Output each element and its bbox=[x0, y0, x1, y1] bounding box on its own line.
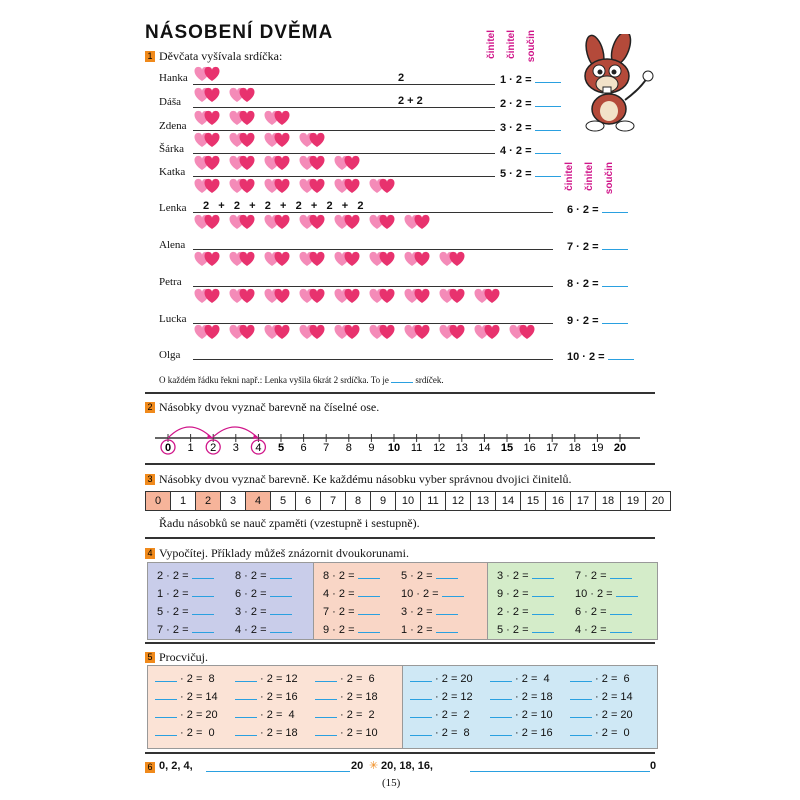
sequence-mid2: 20, 18, 16, bbox=[381, 760, 433, 772]
heart-pair-icon bbox=[333, 251, 361, 267]
equation-5: 5 · 2 = bbox=[500, 166, 561, 180]
heart-pair-icon bbox=[228, 87, 256, 103]
number-line-label: 18 bbox=[568, 442, 581, 454]
section-divider-5 bbox=[145, 752, 655, 754]
practice-item: · 2 = 18 bbox=[315, 690, 378, 703]
heart-pair-icon bbox=[228, 251, 256, 267]
number-line[interactable] bbox=[150, 418, 650, 460]
heart-pair-icon bbox=[298, 251, 326, 267]
heart-pair-icon bbox=[193, 87, 221, 103]
calc-item: 3 · 2 = bbox=[401, 605, 458, 618]
practice-answer-blank[interactable] bbox=[155, 672, 177, 682]
heart-pair-icon bbox=[193, 66, 221, 82]
label-productb: součin bbox=[604, 162, 615, 195]
heart-pair-icon bbox=[298, 178, 326, 194]
heart-pair-icon bbox=[263, 155, 291, 171]
practice-answer-blank[interactable] bbox=[410, 708, 432, 718]
heart-pair-icon bbox=[333, 155, 361, 171]
heart-pair-icon bbox=[438, 251, 466, 267]
exercise-1-instruction: Děvčata vyšívala srdíčka: bbox=[159, 49, 283, 63]
practice-item: · 2 = 0 bbox=[155, 726, 215, 739]
row-name-9: Lucka bbox=[159, 313, 187, 325]
footnote-answer-blank[interactable] bbox=[391, 372, 413, 383]
practice-answer-blank[interactable] bbox=[315, 690, 337, 700]
calc-item: 5 · 2 = bbox=[497, 623, 554, 636]
calc-item: 2 · 2 = bbox=[157, 569, 214, 582]
calc-item: 9 · 2 = bbox=[323, 623, 380, 636]
grid-cell[interactable]: 0 bbox=[146, 492, 171, 511]
heart-pair-icon bbox=[263, 324, 291, 340]
equation-blank-10[interactable] bbox=[608, 349, 634, 360]
practice-answer-blank[interactable] bbox=[570, 672, 592, 682]
heart-pair-icon bbox=[263, 251, 291, 267]
equation-blank-5[interactable] bbox=[535, 166, 561, 177]
equation-10: 10 · 2 = bbox=[567, 349, 634, 363]
grid-cell[interactable]: 15 bbox=[521, 492, 546, 511]
calc-answer-blank[interactable] bbox=[610, 605, 632, 615]
answer-line-1[interactable] bbox=[193, 84, 495, 85]
heart-pair-icon bbox=[298, 155, 326, 171]
heart-pair-icon bbox=[508, 324, 536, 340]
label-factor-1b: činitel bbox=[564, 162, 575, 191]
page-title: NÁSOBENÍ DVĚMA bbox=[145, 22, 334, 43]
equation-9: 9 · 2 = bbox=[567, 313, 628, 327]
row-name-3: Zdena bbox=[159, 120, 187, 132]
label-product: součin bbox=[526, 30, 537, 63]
calc-item: 4 · 2 = bbox=[323, 587, 380, 600]
grid-cell[interactable]: 19 bbox=[621, 492, 646, 511]
heart-pair-icon bbox=[228, 324, 256, 340]
calc-answer-blank[interactable] bbox=[436, 623, 458, 633]
practice-item: · 2 = 16 bbox=[235, 690, 298, 703]
hearts-row-9 bbox=[193, 288, 501, 309]
page-number: (15) bbox=[382, 777, 401, 789]
practice-answer-blank[interactable] bbox=[155, 708, 177, 718]
calc-item: 9 · 2 = bbox=[497, 587, 554, 600]
grid-cell[interactable]: 11 bbox=[421, 492, 446, 511]
calc-answer-blank[interactable] bbox=[270, 605, 292, 615]
practice-answer-blank[interactable] bbox=[410, 672, 432, 682]
calc-answer-blank[interactable] bbox=[442, 587, 464, 597]
label-factor-2b: činitel bbox=[584, 162, 595, 191]
heart-pair-icon bbox=[193, 324, 221, 340]
practice-answer-blank[interactable] bbox=[570, 708, 592, 718]
sequence-start: 0, 2, 4, bbox=[159, 760, 193, 772]
sequence-mid: 20 bbox=[351, 760, 364, 772]
row-name-4: Šárka bbox=[159, 143, 185, 155]
practice-item: · 2 = 12 bbox=[235, 672, 298, 685]
section-divider-3 bbox=[145, 537, 655, 539]
heart-pair-icon bbox=[438, 324, 466, 340]
heart-pair-icon bbox=[298, 324, 326, 340]
calc-answer-blank[interactable] bbox=[532, 605, 554, 615]
row-name-10: Olga bbox=[159, 349, 181, 361]
practice-answer-blank[interactable] bbox=[155, 690, 177, 700]
calc-answer-blank[interactable] bbox=[532, 623, 554, 633]
calc-item: 7 · 2 = bbox=[575, 569, 632, 582]
calc-item: 1 · 2 = bbox=[157, 587, 214, 600]
grid-cell[interactable]: 9 bbox=[371, 492, 396, 511]
practice-answer-blank[interactable] bbox=[490, 690, 512, 700]
practice-answer-blank[interactable] bbox=[235, 726, 257, 736]
number-line-label: 20 bbox=[613, 442, 627, 454]
heart-pair-icon bbox=[403, 288, 431, 304]
practice-answer-blank[interactable] bbox=[315, 708, 337, 718]
hearts-row-7 bbox=[193, 214, 431, 235]
answer-line-8[interactable] bbox=[193, 286, 553, 287]
practice-item: · 2 = 14 bbox=[155, 690, 218, 703]
equation-8: 8 · 2 = bbox=[567, 276, 628, 290]
addition-expression-6: 2 + 2 + 2 + 2 + 2 + 2 bbox=[203, 200, 364, 212]
heart-pair-icon bbox=[193, 251, 221, 267]
calc-item: 7 · 2 = bbox=[323, 605, 380, 618]
equation-6: 6 · 2 = bbox=[567, 202, 628, 216]
heart-pair-icon bbox=[368, 214, 396, 230]
hearts-row-2 bbox=[193, 87, 256, 108]
grid-cell[interactable]: 7 bbox=[321, 492, 346, 511]
exercise-5-instruction: Procvičuj. bbox=[159, 650, 208, 664]
practice-answer-blank[interactable] bbox=[315, 726, 337, 736]
grid-cell[interactable]: 12 bbox=[446, 492, 471, 511]
number-line-label: 14 bbox=[478, 442, 491, 454]
heart-pair-icon bbox=[263, 132, 291, 148]
exercise-3-instruction: Násobky dvou vyznač barevně. Ke každému násobku vyber správnou dvojici činitelů. bbox=[159, 472, 572, 486]
number-line-label: 19 bbox=[591, 442, 604, 454]
practice-item: · 2 = 8 bbox=[410, 726, 470, 739]
equation-blank-4[interactable] bbox=[535, 143, 561, 154]
exercise-1-number: 1 bbox=[145, 51, 155, 62]
row-name-1: Hanka bbox=[159, 72, 188, 84]
calc-answer-blank[interactable] bbox=[610, 569, 632, 579]
calc-answer-blank[interactable] bbox=[270, 623, 292, 633]
label-factor-1: činitel bbox=[486, 30, 497, 59]
answer-line-4[interactable] bbox=[193, 153, 495, 154]
heart-pair-icon bbox=[193, 214, 221, 230]
exercise-1-footnote: O každém řádku řekni např.: Lenka vyšila 6krát 2 srdíčka. To je srdíček. bbox=[159, 372, 444, 385]
equation-1: 1 · 2 = bbox=[500, 72, 561, 86]
number-line-label: 13 bbox=[455, 442, 468, 454]
calc-answer-blank[interactable] bbox=[192, 605, 214, 615]
calc-item: 6 · 2 = bbox=[235, 587, 292, 600]
heart-pair-icon bbox=[333, 178, 361, 194]
calc-item: 6 · 2 = bbox=[575, 605, 632, 618]
calc-item: 1 · 2 = bbox=[401, 623, 458, 636]
practice-item: · 2 = 16 bbox=[490, 726, 553, 739]
rabbit-illustration bbox=[565, 34, 660, 134]
calc-item: 10 · 2 = bbox=[401, 587, 464, 600]
exercise-3-number: 3 bbox=[145, 474, 155, 485]
answer-line-6[interactable] bbox=[193, 212, 553, 213]
calc-answer-blank[interactable] bbox=[192, 587, 214, 597]
grid-cell[interactable]: 18 bbox=[596, 492, 621, 511]
heart-pair-icon bbox=[473, 324, 501, 340]
equation-7: 7 · 2 = bbox=[567, 239, 628, 253]
practice-item: · 2 = 0 bbox=[570, 726, 630, 739]
equation-4: 4 · 2 = bbox=[500, 143, 561, 157]
calc-item: 4 · 2 = bbox=[575, 623, 632, 636]
grid-cell[interactable]: 6 bbox=[296, 492, 321, 511]
practice-answer-blank[interactable] bbox=[490, 726, 512, 736]
sequence-end: 0 bbox=[650, 760, 657, 772]
grid-cell[interactable]: 17 bbox=[571, 492, 596, 511]
practice-item: · 2 = 4 bbox=[235, 708, 295, 721]
row-name-6: Lenka bbox=[159, 202, 187, 214]
heart-pair-icon bbox=[473, 288, 501, 304]
practice-item: · 2 = 2 bbox=[315, 708, 375, 721]
sequence-blank-2[interactable] bbox=[470, 771, 650, 772]
section-divider-2 bbox=[145, 463, 655, 465]
practice-answer-blank[interactable] bbox=[570, 726, 592, 736]
calc-answer-blank[interactable] bbox=[358, 605, 380, 615]
calc-item: 8 · 2 = bbox=[323, 569, 380, 582]
practice-item: · 2 = 18 bbox=[490, 690, 553, 703]
calc-answer-blank[interactable] bbox=[358, 587, 380, 597]
answer-line-5[interactable] bbox=[193, 176, 495, 177]
heart-pair-icon bbox=[403, 251, 431, 267]
practice-item: · 2 = 14 bbox=[570, 690, 633, 703]
practice-answer-blank[interactable] bbox=[235, 672, 257, 682]
section-divider bbox=[145, 392, 655, 394]
practice-item: · 2 = 6 bbox=[315, 672, 375, 685]
practice-item: · 2 = 8 bbox=[155, 672, 215, 685]
heart-pair-icon bbox=[368, 288, 396, 304]
addition-expression-1: 2 bbox=[398, 72, 405, 84]
hearts-row-6 bbox=[193, 178, 396, 199]
number-line-label: 4 bbox=[255, 442, 262, 454]
heart-pair-icon bbox=[228, 214, 256, 230]
number-line-label: 10 bbox=[387, 442, 401, 454]
calc-answer-blank[interactable] bbox=[270, 587, 292, 597]
heart-pair-icon bbox=[228, 110, 256, 126]
practice-answer-blank[interactable] bbox=[235, 708, 257, 718]
grid-cell[interactable]: 4 bbox=[246, 492, 271, 511]
exercise-2-instruction: Násobky dvou vyznač barevně na číselné ose. bbox=[159, 400, 380, 414]
row-name-5: Katka bbox=[159, 166, 186, 178]
grid-cell[interactable]: 3 bbox=[221, 492, 246, 511]
calc-answer-blank[interactable] bbox=[436, 569, 458, 579]
calc-answer-blank[interactable] bbox=[532, 569, 554, 579]
practice-item: · 2 = 20 bbox=[155, 708, 218, 721]
calc-answer-blank[interactable] bbox=[192, 569, 214, 579]
practice-item: · 2 = 2 bbox=[410, 708, 470, 721]
number-line-label: 8 bbox=[345, 442, 352, 454]
calc-answer-blank[interactable] bbox=[610, 623, 632, 633]
calc-item: 10 · 2 = bbox=[575, 587, 638, 600]
equation-3: 3 · 2 = bbox=[500, 120, 561, 134]
heart-pair-icon bbox=[263, 178, 291, 194]
number-line-label: 17 bbox=[546, 442, 559, 454]
heart-pair-icon bbox=[403, 214, 431, 230]
equation-blank-3[interactable] bbox=[535, 120, 561, 131]
heart-pair-icon bbox=[228, 132, 256, 148]
calc-item: 3 · 2 = bbox=[235, 605, 292, 618]
label-factor-2: činitel bbox=[506, 30, 517, 59]
calc-item: 2 · 2 = bbox=[497, 605, 554, 618]
heart-pair-icon bbox=[193, 178, 221, 194]
section-divider-4 bbox=[145, 642, 655, 644]
practice-item: · 2 = 20 bbox=[570, 708, 633, 721]
practice-item: · 2 = 12 bbox=[410, 690, 473, 703]
answer-line-7[interactable] bbox=[193, 249, 553, 250]
row-name-2: Dáša bbox=[159, 96, 181, 108]
practice-item: · 2 = 4 bbox=[490, 672, 550, 685]
number-line-label: 6 bbox=[300, 442, 307, 454]
number-line-label: 5 bbox=[277, 442, 285, 454]
grid-cell[interactable]: 20 bbox=[646, 492, 671, 511]
practice-answer-blank[interactable] bbox=[315, 672, 337, 682]
heart-pair-icon bbox=[228, 155, 256, 171]
heart-pair-icon bbox=[403, 324, 431, 340]
answer-line-3[interactable] bbox=[193, 130, 495, 131]
calc-answer-blank[interactable] bbox=[270, 569, 292, 579]
heart-pair-icon bbox=[193, 155, 221, 171]
exercise-5-number: 5 bbox=[145, 652, 155, 663]
equation-blank-9[interactable] bbox=[602, 313, 628, 324]
heart-pair-icon bbox=[263, 288, 291, 304]
number-line-label: 11 bbox=[410, 442, 423, 454]
equation-blank-8[interactable] bbox=[602, 276, 628, 287]
grid-cell[interactable]: 10 bbox=[396, 492, 421, 511]
exercise-2-number: 2 bbox=[145, 402, 155, 413]
hearts-row-10 bbox=[193, 324, 536, 345]
exercise-4-number: 4 bbox=[145, 548, 155, 559]
calc-item: 5 · 2 = bbox=[401, 569, 458, 582]
calc-answer-blank[interactable] bbox=[192, 623, 214, 633]
calc-item: 4 · 2 = bbox=[235, 623, 292, 636]
number-line-label: 15 bbox=[500, 442, 514, 454]
number-line-label: 1 bbox=[187, 442, 194, 454]
exercise-4-instruction: Vypočítej. Příklady můžeš znázornit dvoukorunami. bbox=[159, 546, 409, 560]
heart-pair-icon bbox=[438, 288, 466, 304]
number-line-label: 9 bbox=[368, 442, 375, 454]
number-grid bbox=[145, 491, 671, 511]
calc-answer-blank[interactable] bbox=[436, 605, 458, 615]
hearts-row-8 bbox=[193, 251, 466, 272]
heart-pair-icon bbox=[368, 178, 396, 194]
number-line-label: 3 bbox=[232, 442, 239, 454]
number-line-label: 7 bbox=[323, 442, 330, 454]
grid-cell[interactable]: 5 bbox=[271, 492, 296, 511]
heart-pair-icon bbox=[368, 324, 396, 340]
calc-item: 3 · 2 = bbox=[497, 569, 554, 582]
grid-cell[interactable]: 16 bbox=[546, 492, 571, 511]
calc-answer-blank[interactable] bbox=[358, 569, 380, 579]
heart-pair-icon bbox=[228, 288, 256, 304]
calc-answer-blank[interactable] bbox=[616, 587, 638, 597]
practice-answer-blank[interactable] bbox=[490, 672, 512, 682]
equation-blank-7[interactable] bbox=[602, 239, 628, 250]
practice-answer-blank[interactable] bbox=[570, 690, 592, 700]
number-line-label: 12 bbox=[433, 442, 446, 454]
calc-item: 5 · 2 = bbox=[157, 605, 214, 618]
heart-pair-icon bbox=[263, 214, 291, 230]
addition-expression-2: 2 + 2 bbox=[398, 95, 423, 107]
grid-cell[interactable]: 14 bbox=[496, 492, 521, 511]
heart-pair-icon bbox=[263, 110, 291, 126]
grid-cell[interactable]: 8 bbox=[346, 492, 371, 511]
heart-pair-icon bbox=[228, 178, 256, 194]
practice-item: · 2 = 6 bbox=[570, 672, 630, 685]
practice-item: · 2 = 20 bbox=[410, 672, 473, 685]
exercise-3-note: Řadu násobků se nauč zpaměti (vzestupně i sestupně). bbox=[159, 516, 420, 530]
equation-2: 2 · 2 = bbox=[500, 96, 561, 110]
practice-answer-blank[interactable] bbox=[235, 690, 257, 700]
answer-line-2[interactable] bbox=[193, 107, 495, 108]
equation-blank-6[interactable] bbox=[602, 202, 628, 213]
sequence-blank-1[interactable] bbox=[206, 771, 350, 772]
heart-pair-icon bbox=[333, 324, 361, 340]
answer-line-10[interactable] bbox=[193, 359, 553, 360]
grid-cell[interactable]: 13 bbox=[471, 492, 496, 511]
practice-item: · 2 = 10 bbox=[490, 708, 553, 721]
hearts-row-5 bbox=[193, 155, 361, 176]
heart-pair-icon bbox=[298, 132, 326, 148]
grid-cell[interactable]: 1 bbox=[171, 492, 196, 511]
row-name-7: Alena bbox=[159, 239, 186, 251]
equation-blank-2[interactable] bbox=[535, 96, 561, 107]
number-line-label: 0 bbox=[164, 442, 172, 454]
practice-answer-blank[interactable] bbox=[410, 690, 432, 700]
heart-pair-icon bbox=[333, 214, 361, 230]
heart-pair-icon bbox=[193, 110, 221, 126]
practice-answer-blank[interactable] bbox=[155, 726, 177, 736]
calc-answer-blank[interactable] bbox=[358, 623, 380, 633]
heart-pair-icon bbox=[333, 288, 361, 304]
number-line-label: 16 bbox=[523, 442, 536, 454]
practice-answer-blank[interactable] bbox=[410, 726, 432, 736]
equation-blank-1[interactable] bbox=[535, 72, 561, 83]
heart-pair-icon bbox=[298, 214, 326, 230]
heart-pair-icon bbox=[298, 288, 326, 304]
star-icon: ✳ bbox=[369, 760, 379, 772]
heart-pair-icon bbox=[368, 251, 396, 267]
calc-answer-blank[interactable] bbox=[532, 587, 554, 597]
heart-pair-icon bbox=[193, 288, 221, 304]
hearts-row-4 bbox=[193, 132, 326, 153]
practice-item: · 2 = 10 bbox=[315, 726, 378, 739]
exercise-6-number: 6 bbox=[145, 762, 155, 773]
row-name-8: Petra bbox=[159, 276, 182, 288]
practice-answer-blank[interactable] bbox=[490, 708, 512, 718]
grid-cell[interactable]: 2 bbox=[196, 492, 221, 511]
hearts-row-3 bbox=[193, 110, 291, 131]
calc-item: 7 · 2 = bbox=[157, 623, 214, 636]
heart-pair-icon bbox=[193, 132, 221, 148]
calc-item: 8 · 2 = bbox=[235, 569, 292, 582]
practice-item: · 2 = 18 bbox=[235, 726, 298, 739]
number-line-label: 2 bbox=[210, 442, 217, 454]
